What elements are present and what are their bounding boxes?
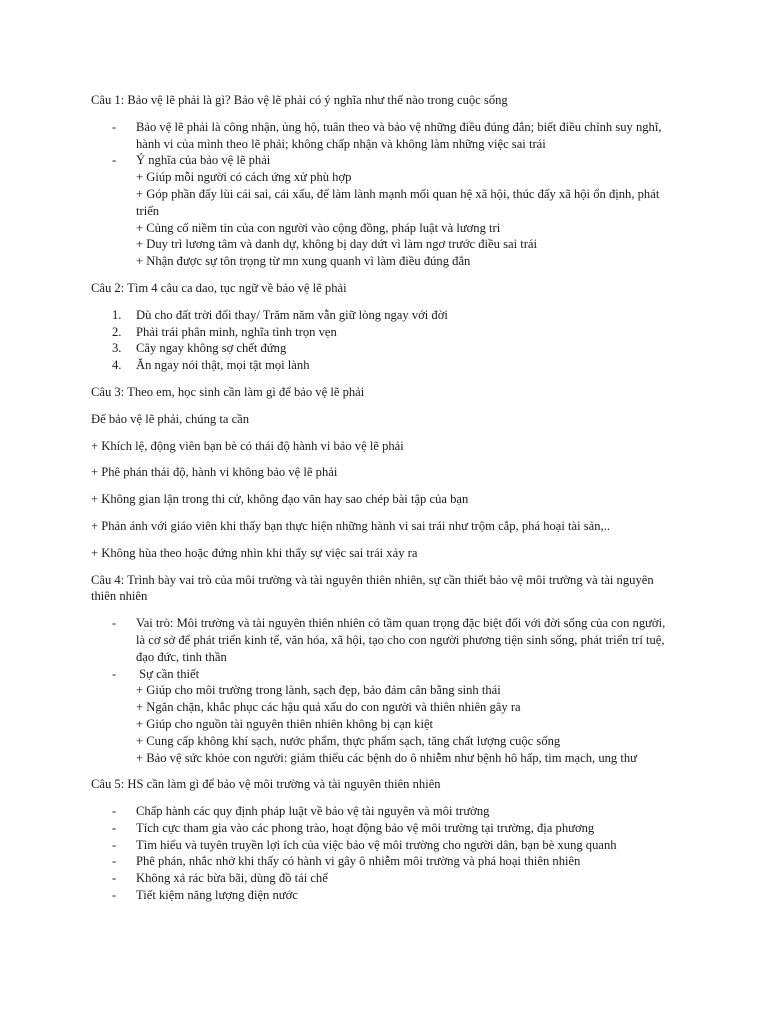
question-5-title: Câu 5: HS cần làm gì để bảo vệ môi trường và tài nguyên thiên nhiên: [91, 777, 441, 792]
list-item: [91, 152, 671, 270]
list-item: [91, 357, 671, 374]
question-1-answers: [91, 119, 671, 270]
list-item-text: Tiết kiệm năng lượng điện nước: [136, 888, 298, 903]
sub-point: + Nhận được sự tôn trọng từ mn xung quanh vì làm điều đúng đắn: [136, 254, 471, 269]
list-item: [91, 340, 671, 357]
dash-bullet: -: [112, 871, 117, 886]
list-item-text: Chấp hành các quy định pháp luật về bảo vệ tài nguyên và môi trường: [136, 804, 490, 819]
list-item-text: Dù cho đất trời đổi thay/ Trăm năm vẫn giữ lòng ngay với đời: [136, 307, 448, 322]
question-2-answers: [91, 307, 671, 374]
dash-bullet: -: [112, 837, 117, 852]
paragraph: Để bảo vệ lẽ phải, chúng ta cần: [91, 411, 250, 426]
list-item-text: Cây ngay không sợ chết đứng: [136, 341, 287, 356]
list-item: [91, 324, 671, 341]
paragraph: + Khích lệ, động viên bạn bè có thái độ hành vi bảo vệ lẽ phải: [91, 438, 404, 453]
document-body: [91, 92, 671, 914]
list-item-text: Vai trò: Môi trường và tài nguyên thiên nhiên có tầm quan trọng đặc biệt đối với đời sống của con người, là cơ sở để phát triển kinh tế, văn hóa, xã hội, tạo cho con người phương tiện sinh sống, phát triển trí tuệ, đạo đức, tinh thần: [136, 616, 666, 664]
list-number: 2.: [112, 324, 122, 339]
dash-bullet: -: [112, 820, 117, 835]
list-item: [91, 803, 671, 820]
list-item-text: Ý nghĩa của bảo vệ lẽ phải: [136, 153, 271, 168]
question-4-title: Câu 4: Trình bày vai trò của môi trường và tài nguyên thiên nhiên, sự cần thiết bảo vệ môi trường và tài nguyên thiên nhiên: [91, 572, 654, 604]
question-2-title: Câu 2: Tìm 4 câu ca dao, tục ngữ về bảo vệ lẽ phải: [91, 280, 347, 295]
dash-bullet: -: [112, 119, 117, 134]
list-item: [91, 820, 671, 837]
question-5-answers: [91, 803, 671, 904]
list-item: [91, 307, 671, 324]
list-item: [91, 837, 671, 854]
sub-point: + Giúp cho nguồn tài nguyên thiên nhiên không bị cạn kiệt: [136, 716, 434, 731]
list-item: [91, 119, 671, 153]
sub-point: + Duy trì lương tâm và danh dự, không bị day dứt vì làm ngơ trước điều sai trái: [136, 237, 537, 252]
list-number: 3.: [112, 341, 122, 356]
list-item-text: Phê phán, nhắc nhở khi thấy có hành vi gây ô nhiễm môi trường và phá hoại thiên nhiên: [136, 854, 581, 869]
list-number: 1.: [112, 307, 122, 322]
sub-point: + Cung cấp không khí sạch, nước phẩm, thực phẩm sạch, tăng chất lượng cuộc sống: [136, 733, 561, 748]
list-item: [91, 870, 671, 887]
paragraph: + Phản ánh với giáo viên khi thấy bạn thực hiện những hành vi sai trái như trộm cắp, phá hoại tài sản,..: [91, 518, 610, 533]
list-item-text: Tìm hiểu và tuyên truyền lợi ích của việc bảo vệ môi trường cho người dân, bạn bè xung quanh: [136, 837, 617, 852]
list-item: [91, 666, 671, 767]
list-item: [91, 615, 671, 665]
sub-point: + Củng cố niềm tin của con người vào cộng đồng, pháp luật và lương tri: [136, 220, 501, 235]
list-item-text: Bảo vệ lẽ phải là công nhận, ủng hộ, tuân theo và bảo vệ những điều đúng đắn; biết điều chỉnh suy nghĩ, hành vi của mình theo lẽ phải; không chấp nhận và không làm những việc sai trái: [136, 119, 662, 151]
dash-bullet: -: [112, 854, 117, 869]
dash-bullet: -: [112, 153, 117, 168]
sub-point: + Giúp cho môi trường trong lành, sạch đẹp, bảo đảm cân bằng sinh thái: [136, 683, 501, 698]
list-item-text: Ăn ngay nói thật, mọi tật mọi lành: [136, 358, 310, 373]
dash-bullet: -: [112, 616, 117, 631]
question-4-answers: [91, 615, 671, 766]
sub-point: + Giúp mỗi người có cách ứng xử phù hợp: [136, 170, 352, 185]
paragraph: + Không hùa theo hoặc đứng nhìn khi thấy sự việc sai trái xảy ra: [91, 545, 418, 560]
dash-bullet: -: [112, 888, 117, 903]
sub-point: + Ngăn chặn, khắc phục các hậu quả xấu do con người và thiên nhiên gây ra: [136, 700, 521, 715]
list-item-text: Sự cần thiết: [136, 666, 200, 681]
question-1-title: Câu 1: Bảo vệ lẽ phải là gì? Bảo vệ lẽ phải có ý nghĩa như thế nào trong cuộc sống: [91, 93, 508, 107]
list-item-text: Tích cực tham gia vào các phong trào, hoạt động bảo vệ môi trường tại trường, địa phương: [136, 820, 595, 835]
list-item: [91, 853, 671, 870]
list-item-text: Không xả rác bừa bãi, dùng đồ tái chế: [136, 871, 328, 886]
dash-bullet: -: [112, 804, 117, 819]
list-number: 4.: [112, 358, 122, 373]
list-item-text: Phải trái phân minh, nghĩa tình trọn vẹn: [136, 324, 337, 339]
paragraph: + Không gian lận trong thi cử, không đạo văn hay sao chép bài tập của bạn: [91, 492, 469, 507]
sub-point: + Bảo vệ sức khỏe con người: giảm thiểu các bệnh do ô nhiễm như bệnh hô hấp, tim mạch, ung thư: [136, 750, 637, 765]
dash-bullet: -: [112, 666, 117, 681]
paragraph: + Phê phán thái độ, hành vi không bảo vệ lẽ phải: [91, 465, 338, 480]
question-3-title: Câu 3: Theo em, học sinh cần làm gì để bảo vệ lẽ phải: [91, 384, 365, 399]
list-item: [91, 887, 671, 904]
sub-point: + Góp phần đẩy lùi cái sai, cái xấu, để làm lành mạnh mối quan hệ xã hội, thúc đẩy xã hội ổn định, phát triển: [136, 186, 660, 218]
